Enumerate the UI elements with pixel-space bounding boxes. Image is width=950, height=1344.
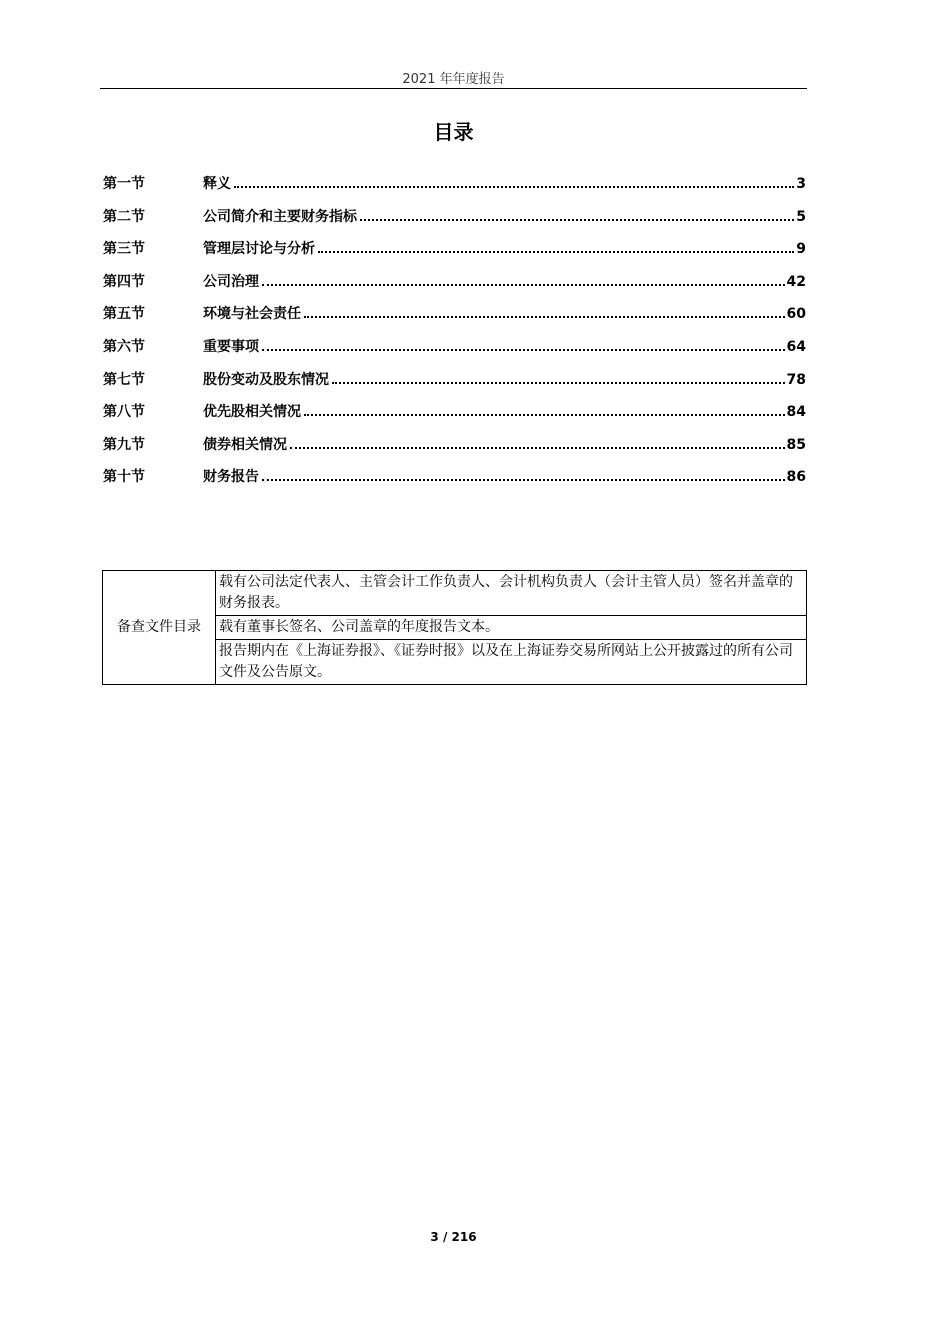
reference-doc-item: 载有董事长签名、公司盖章的年度报告文本。: [216, 616, 807, 640]
toc-section-number: 第八节: [103, 404, 145, 421]
toc-page-number: 3: [796, 176, 806, 192]
toc-section-name: 公司治理: [203, 273, 259, 290]
table-row: [103, 571, 807, 616]
toc-entry[interactable]: [103, 238, 806, 271]
toc-section-number: 第三节: [103, 241, 145, 258]
page-number-footer: 3 / 216: [430, 1230, 477, 1244]
toc-section-number: 第七节: [103, 371, 145, 388]
reference-documents-table: [102, 570, 807, 685]
reference-doc-item: 报告期内在《上海证券报》、《证券时报》以及在上海证券交易所网站上公开披露过的所有公司文件及公告原文。: [216, 640, 807, 685]
toc-section-number: 第四节: [103, 273, 145, 290]
toc-leader: [262, 349, 785, 351]
toc-section-name: 财务报告: [203, 469, 259, 486]
toc-entry[interactable]: [103, 173, 806, 206]
toc-section-number: 第十节: [103, 469, 145, 486]
toc-entry[interactable]: [103, 206, 806, 239]
toc-section-name: 重要事项: [203, 338, 259, 355]
toc-page-number: 42: [786, 273, 806, 290]
toc-leader: [360, 219, 794, 221]
toc-entry[interactable]: [103, 434, 806, 467]
toc-entry[interactable]: [103, 271, 806, 304]
toc-entry[interactable]: [103, 466, 806, 499]
toc-page-number: 84: [786, 404, 806, 421]
toc-section-number: 第二节: [103, 208, 145, 225]
toc-section-number: 第六节: [103, 338, 145, 355]
toc-page-number: 64: [786, 338, 806, 355]
toc-leader: [234, 186, 794, 188]
toc-section-number: 第五节: [103, 306, 145, 323]
toc-leader: [304, 414, 785, 416]
toc-leader: [318, 251, 794, 253]
toc-entry[interactable]: [103, 303, 806, 336]
toc-section-name: 股份变动及股东情况: [203, 371, 329, 388]
toc-page-number: 78: [786, 371, 806, 388]
header-divider: [100, 88, 807, 89]
reference-docs-label: 备查文件目录: [103, 571, 216, 685]
toc-entry[interactable]: [103, 369, 806, 402]
toc-section-name: 管理层讨论与分析: [203, 241, 315, 258]
toc-leader: [332, 382, 785, 384]
toc-section-number: 第一节: [103, 176, 145, 192]
toc-page-number: 86: [786, 469, 806, 486]
toc-leader: [262, 284, 785, 286]
toc-page-number: 9: [796, 241, 806, 258]
page-header: 2021 年年度报告: [402, 72, 505, 87]
toc-leader: [290, 447, 785, 449]
toc-section-name: 优先股相关情况: [203, 404, 301, 421]
toc-leader: [262, 479, 785, 481]
toc-section-name: 公司简介和主要财务指标: [203, 208, 357, 225]
toc-section-name: 债券相关情况: [203, 436, 287, 453]
table-of-contents: [103, 173, 806, 499]
toc-leader: [304, 316, 785, 318]
toc-title: 目录: [433, 120, 474, 144]
reference-doc-item: 载有公司法定代表人、主管会计工作负责人、会计机构负责人（会计主管人员）签名并盖章的财务报表。: [216, 571, 807, 616]
toc-entry[interactable]: [103, 401, 806, 434]
toc-section-name: 环境与社会责任: [203, 306, 301, 323]
toc-page-number: 85: [786, 436, 806, 453]
toc-page-number: 5: [796, 208, 806, 225]
toc-section-name: 释义: [203, 176, 231, 192]
toc-entry[interactable]: [103, 336, 806, 369]
toc-page-number: 60: [786, 306, 806, 323]
toc-section-number: 第九节: [103, 436, 145, 453]
